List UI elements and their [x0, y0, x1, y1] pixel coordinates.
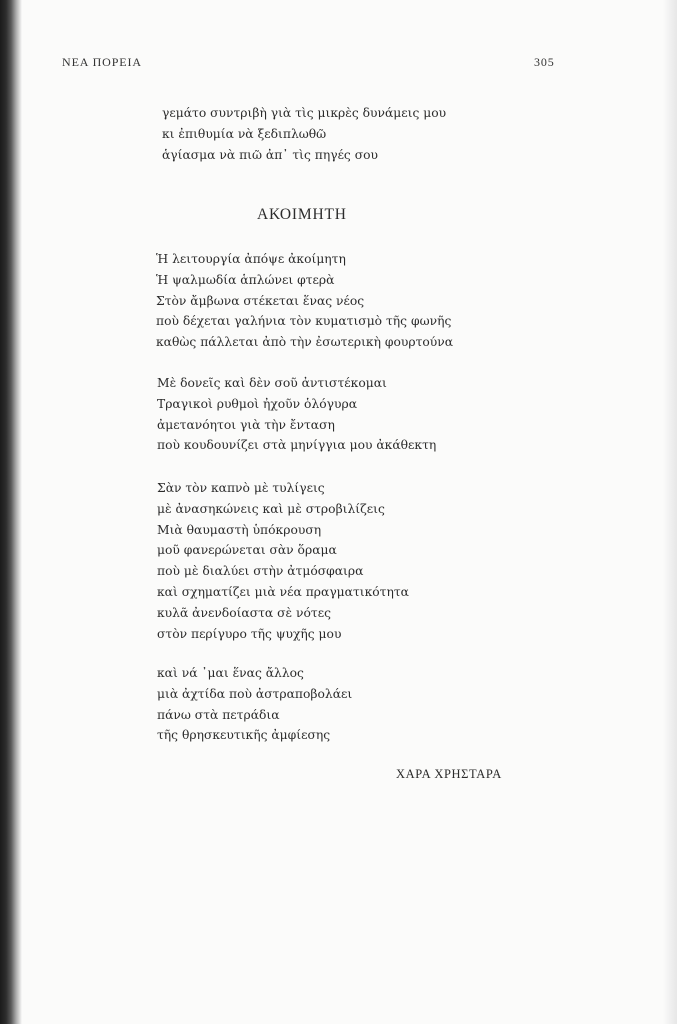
verse-line: καθὼς πάλλεται ἀπὸ τὴν ἐσωτερικὴ φουρτούνα — [156, 335, 454, 350]
verse-line: Ἡ λειτουργία ἀπόψε ἀκοίμητη — [156, 252, 346, 266]
page-number: 305 — [534, 55, 555, 69]
verse-line: καὶ σχηματίζει μιὰ νέα πραγματικότητα — [157, 584, 409, 599]
verse-line: μοῦ φανερώνεται σὰν ὅραμα — [157, 543, 337, 558]
verse-line: καὶ νά ᾽μαι ἕνας ἄλλος — [157, 666, 304, 680]
page-edge — [663, 0, 677, 1024]
stanza-1 — [156, 249, 453, 353]
verse-line: ποὺ μὲ διαλύει στὴν ἀτμόσφαιρα — [157, 564, 364, 579]
verse-line: ποὺ κουδουνίζει στὰ μηνίγγια μου ἀκάθεκτη — [157, 438, 437, 453]
preceding-stanza — [162, 103, 446, 165]
verse-line: Μιὰ θαυμαστὴ ὑπόκρουση — [157, 522, 322, 537]
verse-line: γεμάτο συντριβὴ γιὰ τὶς μικρὲς δυνάμεις μου — [162, 106, 447, 120]
binding-shadow — [0, 0, 22, 1024]
verse-line: μιὰ ἀχτίδα ποὺ ἀστραποβολάει — [157, 686, 353, 701]
poem-title: ΑΚΟΙΜΗΤΗ — [257, 206, 347, 223]
verse-line: τῆς θρησκευτικῆς ἀμφίεσης — [157, 728, 331, 743]
verse-line: στὸν περίγυρο τῆς ψυχῆς μου — [157, 626, 342, 641]
verse-line: Τραγικοὶ ρυθμοὶ ἠχοῦν ὁλόγυρα — [157, 396, 357, 411]
verse-line: ἀμετανόητοι γιὰ τὴν ἔνταση — [157, 417, 335, 432]
verse-line: Στὸν ἄμβωνα στέκεται ἕνας νέος — [156, 293, 365, 308]
verse-line: πάνω στὰ πετράδια — [157, 707, 280, 722]
verse-line: Ἡ ψαλμωδία ἁπλώνει φτερὰ — [156, 272, 335, 287]
verse-line: μὲ ἀνασηκώνεις καὶ μὲ στροβιλίζεις — [157, 501, 385, 516]
verse-line: κυλᾶ ἀνενδοίαστα σὲ νότες — [157, 605, 331, 620]
verse-line: ἁγίασμα νὰ πιῶ ἀπ᾽ τὶς πηγές σου — [162, 147, 379, 162]
stanza-4 — [157, 663, 352, 746]
verse-line: ποὺ δέχεται γαλήνια τὸν κυματισμὸ τῆς φωνῆς — [156, 314, 452, 329]
stanza-2 — [157, 373, 436, 456]
verse-line: Μὲ δονεῖς καὶ δὲν σοῦ ἀντιστέκομαι — [157, 376, 387, 390]
running-head-title: ΝΕΑ ΠΟΡΕΙΑ — [62, 55, 142, 69]
stanza-3 — [157, 478, 409, 644]
verse-line: κι ἐπιθυμία νὰ ξεδιπλωθῶ — [162, 126, 327, 141]
verse-line: Σὰν τὸν καπνὸ μὲ τυλίγεις — [157, 481, 325, 495]
poem-author: ΧΑΡΑ ΧΡΗΣΤΑΡΑ — [396, 767, 502, 781]
